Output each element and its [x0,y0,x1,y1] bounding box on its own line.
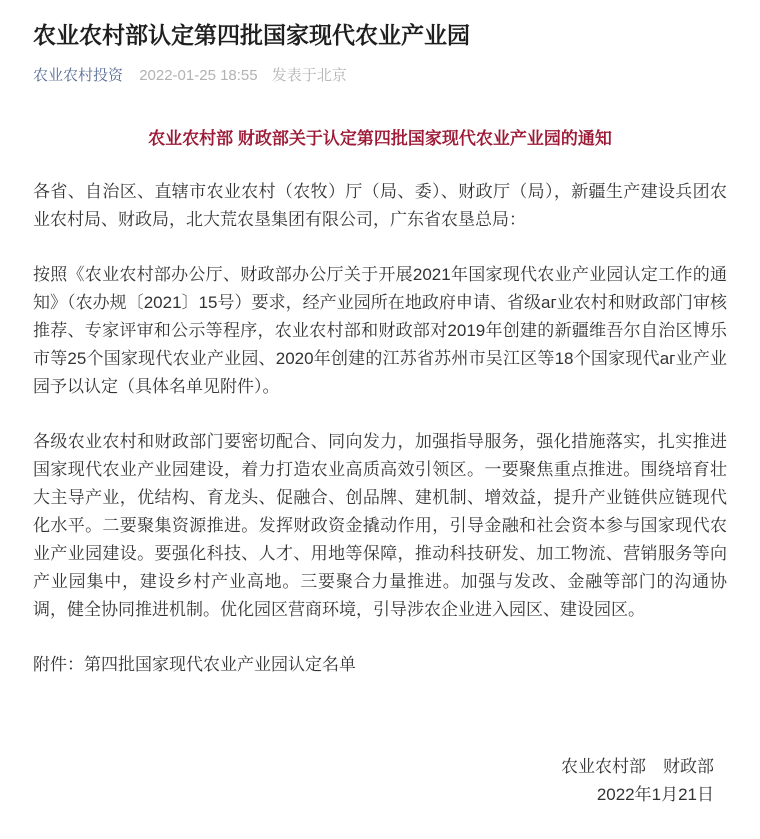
article-title: 农业农村部认定第四批国家现代农业产业园 [33,22,470,48]
article-content [33,127,727,809]
body-paragraph-requirements: 各级农业农村和财政部门要密切配合、同向发力，加强指导服务，强化措施落实，扎实推进国家现代农业产业园建设，着力打造农业高质高效引领区。一要聚焦重点推进。围绕培育壮大主导产业，优结构、育龙头、促融合、创品牌、建机制、增效益，提升产业链供应链现代化水平。二要聚集资源推进。发挥财政资金撬动作用，引导金融和社会资本参与国家现代农业产业园建设。要强化科技、人才、用地等保障，推动科技研发、加工物流、营销服务等向产业园集中，建设乡村产业高地。三要聚合力量推进。加强与发改、金融等部门的沟通协调，健全协同推进机制。优化园区营商环境，引导涉农企业进入园区、建设园区。 [33,432,727,619]
body-paragraph-recognition: 按照《农业农村部办公厅、财政部办公厅关于开展2021年国家现代农业产业园认定工作的通知》（农办规〔2021〕15号）要求，经产业园所在地政府申请、省级аг业农村和财政部门审核推荐、专家评审和公示等程序，农业农村部和财政部对2019年创建的新疆维吾尔自治区博乐市等25个国家现代农业产业园、2020年创建的江苏省苏州市吴江区等18个国家现代аг业产业园予以认定（具体名单见附件）。 [33,265,727,396]
attachment-line: 附件：第四批国家现代农业产业园认定名单 [33,655,356,674]
signature-date: 2022年1月21日 [596,785,714,804]
account-name-link[interactable]: 农业农村投资 [33,67,124,84]
signature-issuers: 农业农村部 财政部 [561,757,714,776]
notice-title: 农业农村部 财政部关于认定第四批国家现代农业产业园的通知 [148,129,612,148]
article-byline [33,65,727,86]
salutation-paragraph: 各省、自治区、直辖市农业农村（农牧）厅（局、委）、财政厅（局），新疆生产建设兵团农业农村局、财政局，北大荒农垦集团有限公司，广东省农垦总局： [33,182,727,229]
publish-datetime: 2022-01-25 18:55 [139,67,258,84]
publish-location: 发表于北京 [271,67,347,84]
signature-block [33,753,727,809]
